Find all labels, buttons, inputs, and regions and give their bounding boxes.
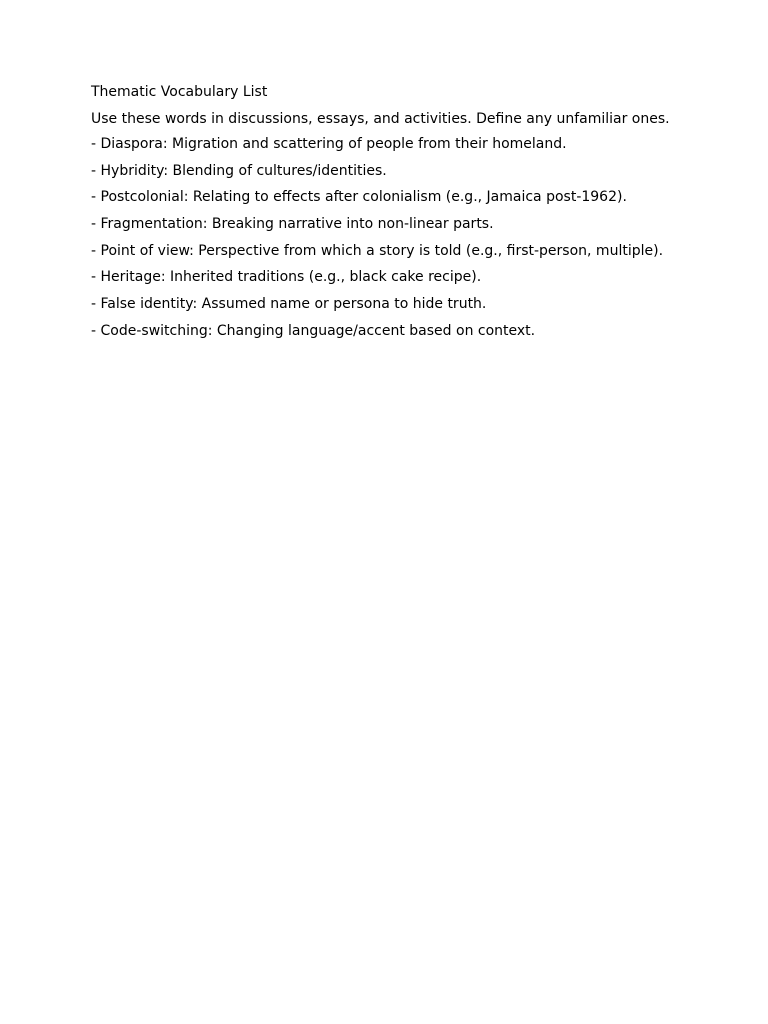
vocab-item-code-switching: - Code-switching: Changing language/accent based on context. — [91, 322, 536, 339]
vocab-item-heritage: - Heritage: Inherited traditions (e.g., black cake recipe). — [91, 269, 482, 286]
vocab-item-fragmentation: - Fragmentation: Breaking narrative into non-linear parts. — [91, 216, 494, 233]
page-title: Thematic Vocabulary List — [91, 84, 268, 100]
document-content — [91, 84, 681, 350]
intro-text: Use these words in discussions, essays, and activities. Define any unfamiliar ones. — [91, 111, 670, 127]
vocab-item-point-of-view: - Point of view: Perspective from which a story is told (e.g., first-person, multiple). — [91, 242, 664, 259]
vocab-item-diaspora: - Diaspora: Migration and scattering of people from their homeland. — [91, 136, 567, 152]
vocab-item-false-identity: - False identity: Assumed name or persona to hide truth. — [91, 296, 487, 313]
vocab-item-hybridity: - Hybridity: Blending of cultures/identities. — [91, 162, 387, 179]
vocabulary-list — [91, 136, 681, 340]
vocab-item-postcolonial: - Postcolonial: Relating to effects after colonialism (e.g., Jamaica post-1962). — [91, 189, 627, 206]
